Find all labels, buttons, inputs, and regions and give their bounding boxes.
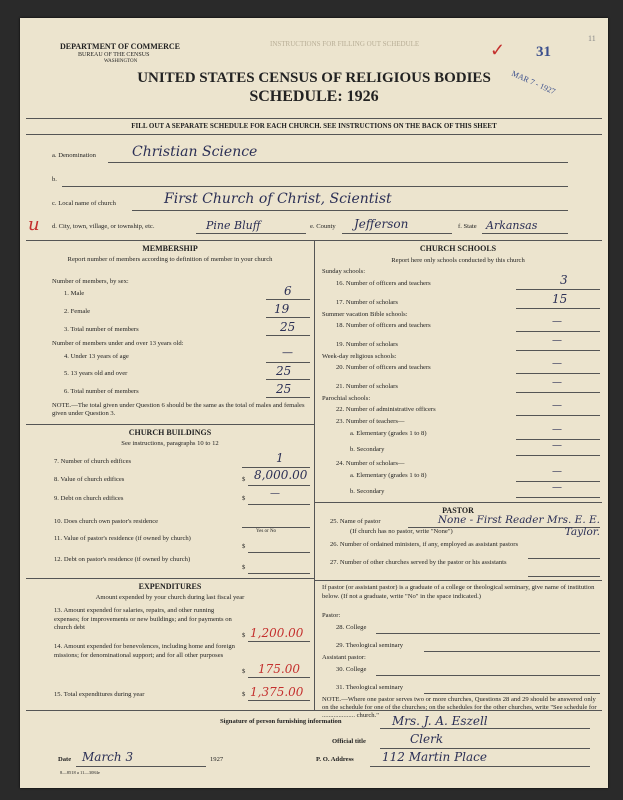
signature-label: Signature of person furnishing information [220,718,342,725]
q2-label: 2. Female [64,308,91,315]
q24-label: 24. Number of scholars— [336,460,405,467]
q4-label: 4. Under 13 years of age [64,353,129,360]
q9-label: 9. Debt on church edifices [54,495,124,502]
q5-label: 5. 13 years old and over [64,370,128,377]
q30-label: 30. College [336,666,367,673]
q15-label: 15. Total expenditures during year [54,691,145,698]
city-town-label: d. City, town, village, or township, etc. [52,223,155,230]
pastor-heading: PASTOR [442,506,474,515]
q23a-value[interactable]: — [552,424,562,435]
q2-value[interactable]: 19 [274,302,290,316]
q17-label: 17. Number of scholars [336,299,398,306]
q22-value[interactable]: — [552,400,562,411]
q31-label: 31. Theological seminary [336,684,404,691]
q24b-value[interactable]: — [552,482,562,493]
q23b-value[interactable]: — [552,440,562,451]
q28-label: 28. College [336,624,367,631]
local-name-value[interactable]: First Church of Christ, Scientist [164,191,392,207]
county-label: e. County [310,223,336,230]
q4-value[interactable]: — [282,346,293,359]
sunday-label: Sunday schools: [322,268,366,275]
city-label: WASHINGTON [104,59,138,64]
official-title-value[interactable]: Clerk [410,732,444,746]
buildings-subheading: See instructions, paragraphs 10 to 12 [121,440,219,447]
q6-label: 6. Total number of members [64,388,139,395]
q16-value[interactable]: 3 [560,273,568,287]
by-sex-label: Number of members, by sex: [52,278,129,285]
q23b-label: b. Secondary [350,446,385,453]
expenditures-heading: EXPENDITURES [138,582,202,591]
membership-heading: MEMBERSHIP [142,244,198,253]
q21-label: 21. Number of scholars [336,383,398,390]
q27-label: 27. Number of other churches served by the pastor or his assistants [330,559,507,566]
q26-label: 26. Number of ordained ministers, if any, employed as assistant pastors [330,541,519,548]
margin-mark: u [28,214,40,235]
q3-label: 3. Total number of members [64,326,139,333]
state-value[interactable]: Arkansas [486,219,538,232]
q29-label: 29. Theological seminary [336,642,404,649]
city-value[interactable]: Pine Bluff [206,219,261,232]
q14-dollar: $ [242,668,246,675]
county-value[interactable]: Jefferson [354,217,409,231]
q1-value[interactable]: 6 [284,284,292,298]
yes-no-hint: Yes or No [256,529,277,534]
parochial-label: Parochial schools: [322,395,371,402]
q14-value[interactable]: 175.00 [258,662,300,676]
date-value[interactable]: March 3 [82,750,134,764]
check-mark: ✓ [490,40,506,60]
q7-value[interactable]: 1 [276,451,284,465]
q15-value[interactable]: 1,375.00 [250,685,304,699]
denomination-label: a. Denomination [52,152,96,159]
q15-dollar: $ [242,691,246,698]
year-value: 1927 [210,756,224,763]
q16-label: 16. Number of officers and teachers [336,280,431,287]
summer-label: Summer vacation Bible schools: [322,311,408,318]
q23-label: 23. Number of teachers— [336,418,405,425]
q13-value[interactable]: 1,200.00 [250,626,304,640]
state-label: f. State [458,223,477,230]
membership-note: NOTE.—The total given under Question 6 should be the same as the total of males and females given under Question 3. [52,402,305,417]
bureau-label: BUREAU OF THE CENSUS [78,52,150,58]
q17-value[interactable]: 15 [552,292,568,306]
q22-label: 22. Number of administrative officers [336,406,436,413]
q20-value[interactable]: — [552,358,562,369]
form-title: UNITED STATES CENSUS OF RELIGIOUS BODIES [137,70,491,86]
q24a-label: a. Elementary (grades 1 to 8) [350,472,427,479]
corner-mark: 11 [588,34,596,43]
q20-label: 20. Number of officers and teachers [336,364,431,371]
q7-label: 7. Number of church edifices [54,458,132,465]
q23a-label: a. Elementary (grades 1 to 8) [350,430,427,437]
denomination-value[interactable]: Christian Science [132,144,258,160]
faded-reverse-text: INSTRUCTIONS FOR FILLING OUT SCHEDULE [270,40,420,48]
asst-pastor-label: Assistant pastor: [322,654,366,661]
buildings-heading: CHURCH BUILDINGS [128,428,212,437]
schools-heading: CHURCH SCHOOLS [419,244,497,253]
schools-subheading: Report here only schools conducted by this church [391,257,525,264]
q25-hint: (If church has no pastor, write "None") [350,528,453,535]
signature-value[interactable]: Mrs. J. A. Eszell [392,714,488,728]
q11-label: 11. Value of pastor's residence (if owned by church) [54,535,191,542]
q11-dollar: $ [242,543,246,550]
stamp-number: 31 [536,44,551,60]
q25-label: 25. Name of pastor [330,518,381,525]
q8-value[interactable]: 8,000.00 [254,468,308,482]
q5-value[interactable]: 25 [276,364,292,378]
q24a-value[interactable]: — [552,466,562,477]
q9-value[interactable]: — [270,488,280,499]
official-title-label: Official title [332,738,366,745]
q14-label: 14. Amount expended for benevolences, including home and foreign missions; for denominational support; and for all other purposes [54,643,235,659]
q19-value[interactable]: — [552,335,562,346]
q13-dollar: $ [242,632,246,639]
q25-value[interactable]: None - First Reader Mrs. E. E. Taylor. [437,514,600,538]
q3-value[interactable]: 25 [280,320,296,334]
age-label: Number of members under and over 13 years old: [52,340,184,347]
q21-value[interactable]: — [552,377,562,388]
q8-label: 8. Value of church edifices [54,476,125,483]
schedule-title: SCHEDULE: 1926 [249,88,379,105]
local-name-label: c. Local name of church [52,200,116,207]
q10-label: 10. Does church own pastor's residence [54,518,159,525]
q18-value[interactable]: — [552,316,562,327]
po-address-value[interactable]: 112 Martin Place [382,750,487,764]
q12-dollar: $ [242,564,246,571]
date-label: Date [58,756,72,763]
received-date-stamp: MAR 7 - 1927 [510,68,557,97]
college-note: If pastor (or assistant pastor) is a graduate of a college or theological seminary, give name of institution below. (If not a graduate, write "No" in the space indicated.) [322,584,595,600]
b-label: b. [52,176,57,183]
po-address-label: P. O. Address [316,756,354,763]
form-code: 8—8518 a 11—3084e [60,770,100,775]
q13-label: 13. Amount expended for salaries, repairs, and other running expenses; for improvements or new buildings; and for payments on church debt [54,607,232,632]
q18-label: 18. Number of officers and teachers [336,322,431,329]
q9-dollar: $ [242,495,246,502]
q24b-label: b. Secondary [350,488,385,495]
pastor-sub-label: Pastor: [322,612,341,619]
expenditures-subheading: Amount expended by your church during last fiscal year [95,594,245,601]
instruction-banner: FILL OUT A SEPARATE SCHEDULE FOR EACH CHURCH. SEE INSTRUCTIONS ON THE BACK OF THIS SHEET [131,122,497,130]
q19-label: 19. Number of scholars [336,341,398,348]
q8-dollar: $ [242,476,246,483]
pastor-note: NOTE.—Where one pastor serves two or more churches, Questions 28 and 29 should be answered only on the schedule for one of the churches; on the schedules for the other churches, write "See schedule for .................... church." [322,696,597,719]
q12-label: 12. Debt on pastor's residence (if owned by church) [54,556,191,563]
weekday-label: Week-day religious schools: [322,353,397,360]
department-label: DEPARTMENT OF COMMERCE [60,42,181,51]
q1-label: 1. Male [64,290,85,297]
census-schedule-sheet [20,18,608,788]
q6-value[interactable]: 25 [276,382,292,396]
membership-subheading: Report number of members according to definition of member in your church [67,256,273,263]
